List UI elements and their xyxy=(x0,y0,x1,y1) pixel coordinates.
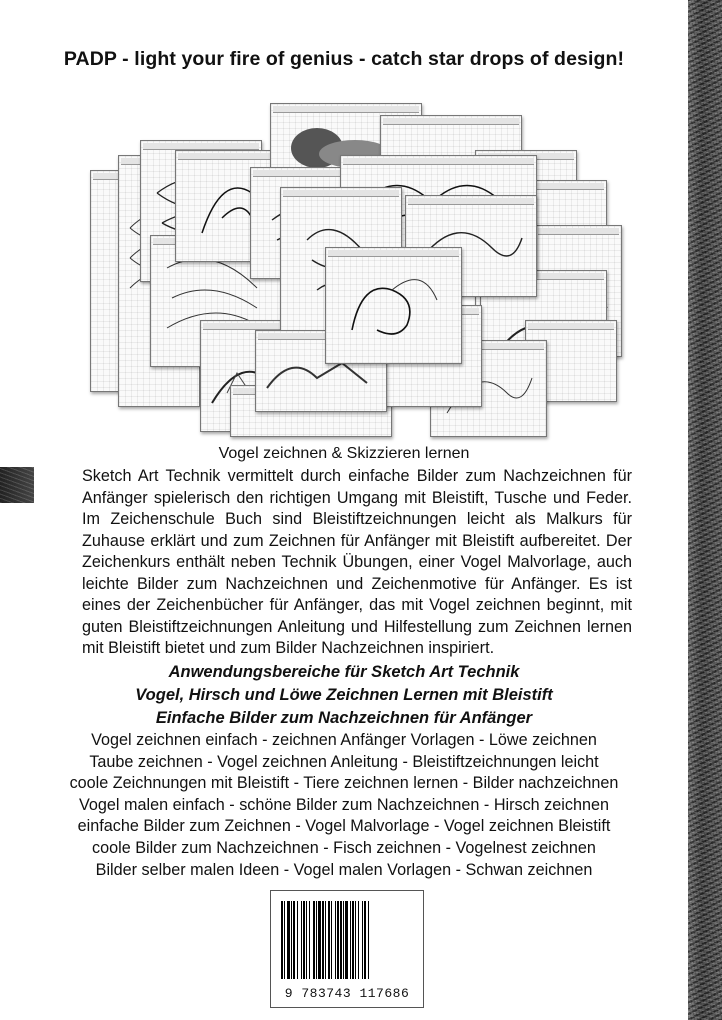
collage-caption: Vogel zeichnen & Skizzieren lernen xyxy=(218,445,470,462)
barcode-bar xyxy=(345,901,348,979)
isbn-number: 9 783743 117686 xyxy=(284,986,410,1001)
barcode-bar xyxy=(306,901,307,979)
barcode-bar xyxy=(337,901,339,979)
barcode-bar xyxy=(358,901,359,979)
barcode-bar xyxy=(355,901,356,979)
barcode-bar xyxy=(318,901,321,979)
keyword-list xyxy=(0,730,688,881)
page-headline: PADP - light your fire of genius - catch star drops of design! xyxy=(63,48,625,70)
barcode-bar xyxy=(340,901,342,979)
book-spine-texture xyxy=(688,0,722,1020)
isbn-barcode xyxy=(270,890,424,1008)
barcode-bars xyxy=(281,901,413,979)
sample-page-card xyxy=(325,247,462,364)
barcode-bar xyxy=(328,901,330,979)
subtitle-line-1: Anwendungsbereiche für Sketch Art Technik xyxy=(168,663,520,681)
barcode-bar xyxy=(350,901,351,979)
barcode-bar xyxy=(364,901,366,979)
barcode-bar xyxy=(281,901,283,979)
barcode-bar xyxy=(291,901,292,979)
barcode-bar xyxy=(309,901,310,979)
subtitle-line-3: Einfache Bilder zum Nachzeichnen für Anfänger xyxy=(155,709,533,727)
sample-pages-collage xyxy=(80,95,620,440)
side-edge-mark xyxy=(0,467,34,503)
barcode-bar xyxy=(303,901,305,979)
book-description: Sketch Art Technik vermittelt durch einfache Bilder zum Nachzeichnen für Anfänger spielerisch den richtigen Umgang mit Bleistift, Tusche und Feder. Im Zeichenschule Buch sind Bleistiftzeichnungen leicht als Malkurs für Zuhause erklärt und zum Zeichnen für Anfänger mit Bleistift aufbereitet. Der Zeichenkurs enthält neben Technik Übungen, einer Vogel Malvorlage, auch leichte Bilder zum Nachzeichnen und Zeichenmotive für Anfänger. Es ist eines der Zeichenbücher für Anfänger, das mit Vogel zeichnen beginnt, mit guten Bleistiftzeichnungen Anleitung und Hilfestellung zum Zeichnen lernen mit Bleistift bietet und zum Bilder Nachzeichnen inspiriert. xyxy=(82,467,632,657)
barcode-bar xyxy=(335,901,336,979)
keyword-line: coole Bilder zum Nachzeichnen - Fisch zeichnen - Vogelnest zeichnen xyxy=(92,838,596,857)
barcode-bar xyxy=(331,901,332,979)
barcode-bar xyxy=(368,901,369,979)
barcode-bar xyxy=(362,901,363,979)
barcode-bar xyxy=(287,901,290,979)
barcode-bar xyxy=(301,901,302,979)
barcode-bar xyxy=(343,901,344,979)
keyword-line: coole Zeichnungen mit Bleistift - Tiere zeichnen lernen - Bilder nachzeichnen xyxy=(69,774,619,793)
keyword-line: Vogel malen einfach - schöne Bilder zum Nachzeichnen - Hirsch zeichnen xyxy=(79,795,609,814)
barcode-bar xyxy=(325,901,326,979)
keyword-line: Taube zeichnen - Vogel zeichnen Anleitung - Bleistiftzeichnungen leicht xyxy=(89,752,599,771)
keyword-line: Bilder selber malen Ideen - Vogel malen Vorlagen - Schwan zeichnen xyxy=(95,860,593,879)
barcode-bar xyxy=(316,901,317,979)
barcode-bar xyxy=(293,901,295,979)
barcode-bar xyxy=(284,901,285,979)
subtitle-line-2: Vogel, Hirsch und Löwe Zeichnen Lernen mit Bleistift xyxy=(135,686,553,704)
keyword-line: einfache Bilder zum Zeichnen - Vogel Malvorlage - Vogel zeichnen Bleistift xyxy=(77,817,611,836)
barcode-bar xyxy=(352,901,354,979)
barcode-bar xyxy=(322,901,324,979)
barcode-bar xyxy=(297,901,298,979)
barcode-bar xyxy=(313,901,315,979)
keyword-line: Vogel zeichnen einfach - zeichnen Anfänger Vorlagen - Löwe zeichnen xyxy=(91,731,597,749)
